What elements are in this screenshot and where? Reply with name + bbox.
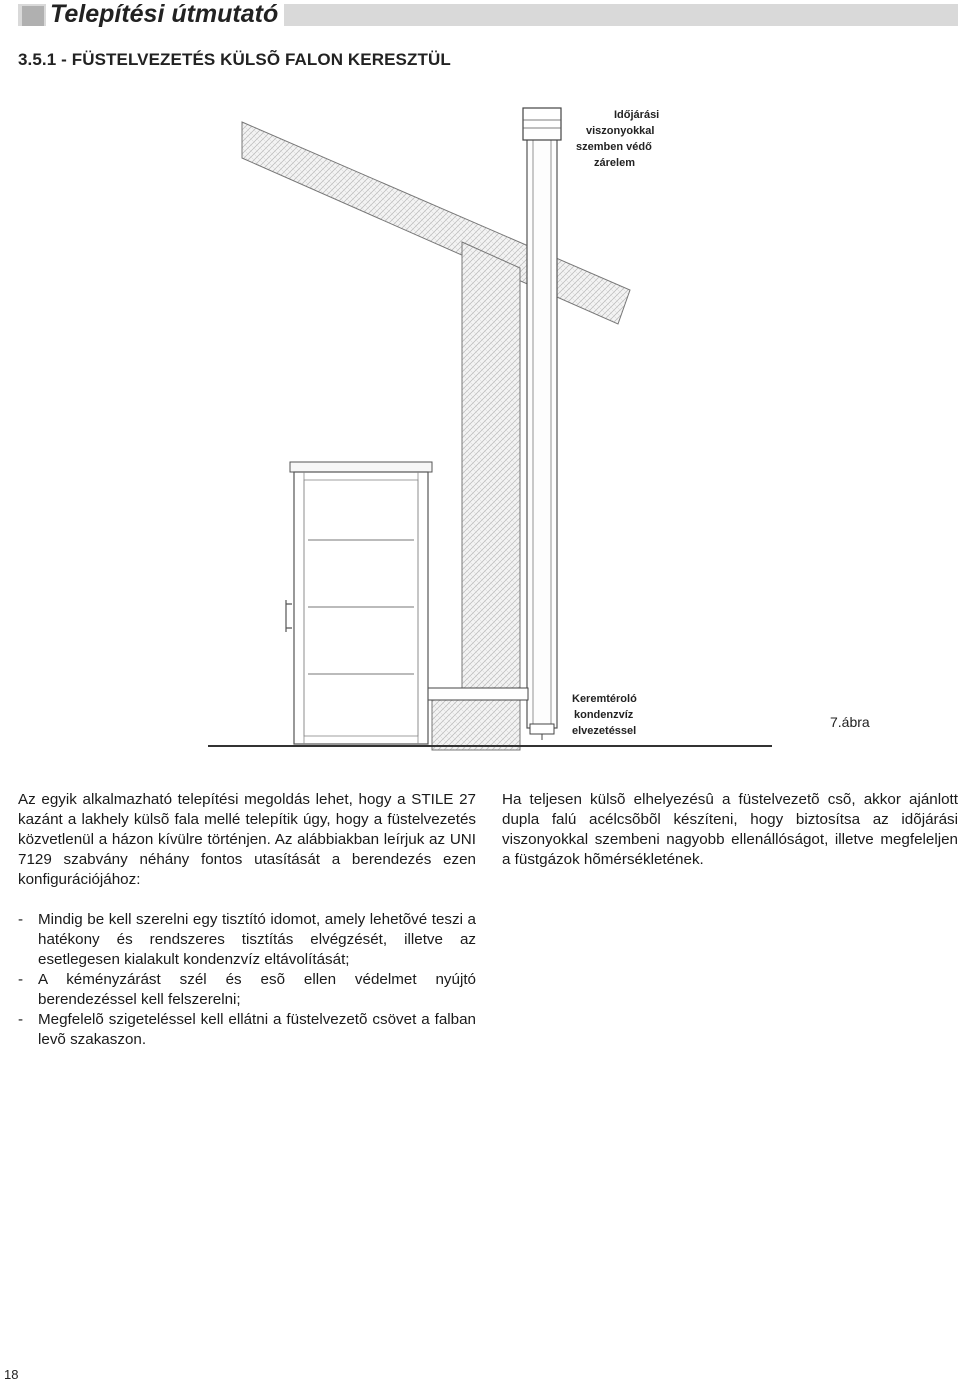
page-number: 18: [4, 1367, 19, 1382]
list-item: [18, 910, 476, 970]
list-item-text: Mindig be kell szerelni egy tisztító idomot, amely lehetõvé teszi a hatékony és rendszeres tisztítás elvégzését, illetve az esetlegesen kialakult kondenzvíz eltávolítását;: [38, 911, 476, 968]
header-marker: [22, 6, 44, 26]
flue-installation-diagram: [200, 100, 780, 760]
svg-text:Időjárási viszonyokkal: [576, 109, 662, 169]
horizontal-flue: [420, 688, 528, 700]
callout-top-line-4: zárelem: [594, 157, 635, 169]
boiler-body: [294, 472, 428, 744]
svg-text:Keremtéroló kondenzvíz: [572, 693, 640, 737]
callout-bottom-line-3: elvezetéssel: [572, 725, 637, 737]
callout-top-line-2: viszonyokkal: [586, 125, 655, 137]
right-paragraph: Ha teljesen külsõ elhelyezésû a füstelvezetõ csõ, akkor ajánlott dupla falú acélcsõbõl készíteni, hogy biztosítsa az idõjárási viszonyokkal szembeni nagyobb ellenállóságot, illetve megfeleljen a füstgázok hõmérsékletének.: [502, 791, 958, 868]
list-item-text: Megfelelõ szigeteléssel kell ellátni a füstelvezetõ csövet a falban levõ szakaszon.: [38, 1011, 476, 1048]
left-paragraph: Az egyik alkalmazható telepítési megoldás lehet, hogy a STILE 27 kazánt a lakhely külsõ fala mellé telepítik úgy, hogy a füstelvezetés közvetlenül a házon kívülre történjen. Az alábbiakban leírjuk az UNI 7129 szabvány néhány fontos utasítását a berendezés ezen konfigurációjához:: [18, 791, 476, 888]
boiler-top: [290, 462, 432, 472]
section-title: 3.5.1 - FÜSTELVEZETÉS KÜLSÕ FALON KERESZTÜL: [18, 50, 451, 69]
figure-caption: 7.ábra: [830, 714, 870, 730]
callout-bottom-line-1: Keremtéroló: [572, 693, 637, 705]
list-item-text: A kéményzárást szél és esõ ellen védelmet nyújtó berendezéssel kell felszerelni;: [38, 971, 476, 1008]
chimney-cap: [523, 108, 561, 140]
external-wall: [462, 242, 520, 750]
boiler-handle: [286, 600, 292, 632]
page-header-title: Telepítési útmutató: [50, 0, 279, 28]
list-item: [18, 970, 476, 1010]
header-title-box: [46, 0, 284, 28]
list-dash: -: [18, 1011, 24, 1028]
wall-base-section: [432, 700, 520, 750]
list-dash: -: [18, 911, 24, 928]
chimney-pipe-outer: [527, 138, 557, 728]
callout-top-line-1: Időjárási: [614, 109, 660, 121]
list-item: [18, 1010, 476, 1050]
callout-bottom-line-2: kondenzvíz: [574, 709, 634, 721]
condensate-collector: [530, 724, 554, 734]
list-dash: -: [18, 971, 24, 988]
requirements-list: [18, 910, 476, 1050]
callout-top-line-3: szemben védő: [576, 141, 652, 153]
roof-slab: [242, 122, 630, 324]
